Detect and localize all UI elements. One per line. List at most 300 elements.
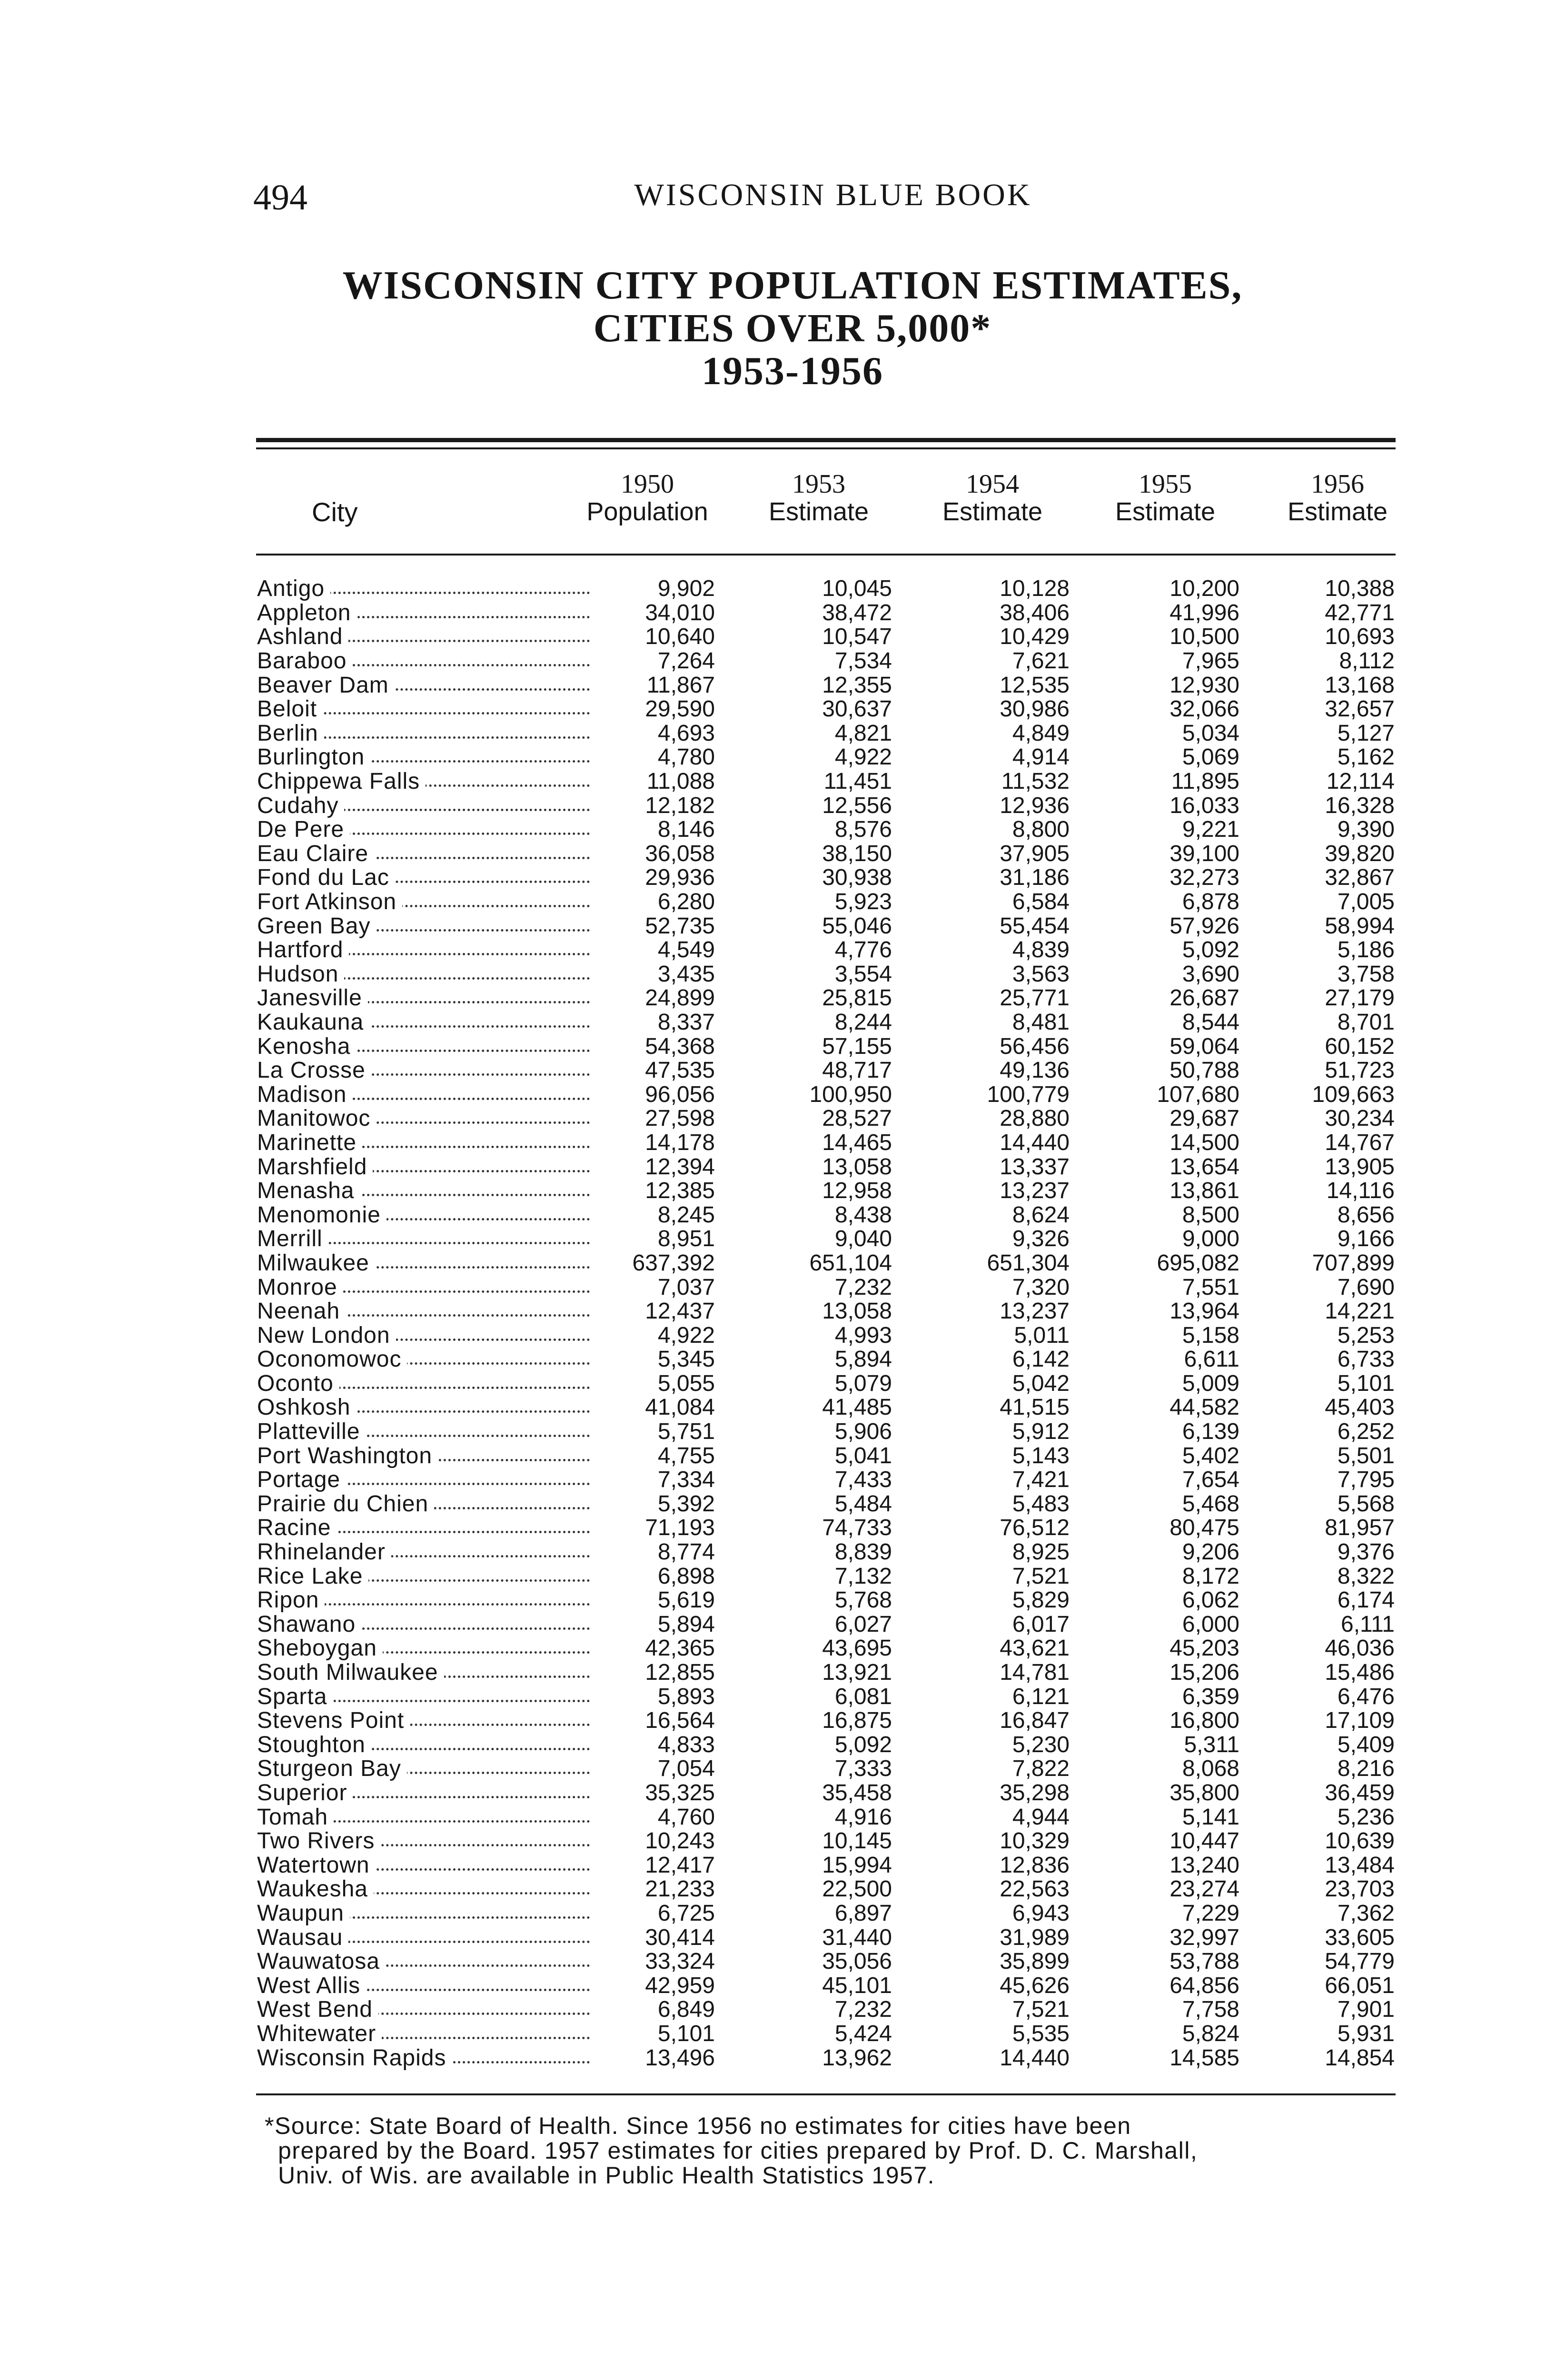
population-value: 7,362 — [1337, 1901, 1395, 1926]
population-value: 8,112 — [1339, 649, 1395, 674]
population-value: 7,521 — [1012, 1998, 1070, 2022]
population-value: 10,640 — [645, 625, 715, 649]
city-name: Madison — [257, 1083, 352, 1107]
population-value: 3,690 — [1182, 962, 1239, 987]
population-value: 96,056 — [645, 1082, 715, 1107]
city-name: Ashland — [257, 625, 348, 649]
header-rule — [256, 554, 1396, 555]
population-value: 13,058 — [822, 1155, 892, 1179]
title-line-3: 1953-1956 — [702, 349, 883, 393]
page-title — [238, 264, 1347, 393]
city-name: Fond du Lac — [257, 866, 395, 890]
population-value: 27,179 — [1325, 986, 1395, 1011]
population-value: 7,551 — [1182, 1275, 1239, 1299]
population-value: 8,576 — [834, 817, 892, 842]
city-name: Manitowoc — [257, 1107, 376, 1130]
city-name: Watertown — [257, 1854, 376, 1877]
population-value: 5,042 — [1012, 1371, 1070, 1396]
city-name: Stoughton — [257, 1733, 371, 1757]
population-value: 651,304 — [987, 1251, 1070, 1276]
table-row — [257, 577, 1395, 601]
table-row — [257, 890, 1395, 914]
population-value: 45,203 — [1169, 1636, 1239, 1661]
city-name: Marshfield — [257, 1155, 373, 1179]
population-value: 10,639 — [1325, 1829, 1395, 1854]
population-value: 39,820 — [1325, 842, 1395, 866]
population-value: 13,337 — [1000, 1155, 1070, 1179]
population-value: 80,475 — [1169, 1516, 1239, 1540]
population-value: 32,867 — [1325, 866, 1395, 890]
population-value: 10,447 — [1169, 1829, 1239, 1854]
population-value: 6,121 — [1012, 1685, 1070, 1709]
city-name: Wauwatosa — [257, 1950, 386, 1973]
population-value: 12,936 — [1000, 793, 1070, 818]
table-row — [257, 1564, 1395, 1588]
population-value: 14,440 — [1000, 1130, 1070, 1155]
city-cell — [257, 649, 593, 674]
population-value: 5,893 — [657, 1685, 715, 1709]
population-value: 707,899 — [1312, 1251, 1395, 1276]
population-value: 4,780 — [657, 745, 715, 770]
population-value: 6,849 — [657, 1998, 715, 2022]
table-row — [257, 1998, 1395, 2022]
population-value: 57,926 — [1169, 914, 1239, 938]
population-value: 39,100 — [1169, 842, 1239, 866]
population-value: 44,582 — [1169, 1396, 1239, 1420]
table-row — [257, 673, 1395, 697]
population-value: 6,359 — [1182, 1685, 1239, 1709]
city-name: West Bend — [257, 1998, 378, 2022]
city-name: Appleton — [257, 601, 357, 625]
population-value: 7,654 — [1182, 1468, 1239, 1492]
city-name: Oconomowoc — [257, 1348, 407, 1371]
population-value: 5,894 — [834, 1348, 892, 1372]
city-cell — [257, 793, 593, 818]
population-value: 15,486 — [1325, 1660, 1395, 1685]
city-name: Berlin — [257, 722, 324, 745]
population-value: 12,394 — [645, 1155, 715, 1179]
population-value: 5,009 — [1182, 1371, 1239, 1396]
population-value: 5,092 — [1182, 938, 1239, 962]
table-row — [257, 938, 1395, 962]
population-value: 5,143 — [1012, 1444, 1070, 1468]
column-header-label: Estimate — [942, 497, 1043, 526]
population-value: 651,104 — [809, 1251, 892, 1276]
population-value: 16,800 — [1169, 1708, 1239, 1733]
population-value: 14,221 — [1325, 1299, 1395, 1324]
population-value: 5,409 — [1337, 1733, 1395, 1757]
population-value: 32,273 — [1169, 866, 1239, 890]
population-value: 33,605 — [1325, 1925, 1395, 1950]
population-value: 13,905 — [1325, 1155, 1395, 1179]
city-cell — [257, 1661, 593, 1685]
population-value: 8,774 — [657, 1540, 715, 1565]
population-value: 4,839 — [1012, 938, 1070, 962]
table-row — [257, 1179, 1395, 1203]
population-value: 76,512 — [1000, 1516, 1070, 1540]
population-value: 5,568 — [1337, 1492, 1395, 1517]
table-row — [257, 1299, 1395, 1324]
population-value: 45,403 — [1325, 1396, 1395, 1420]
population-value: 6,000 — [1182, 1612, 1239, 1637]
population-value: 5,127 — [1337, 721, 1395, 746]
population-value: 16,847 — [1000, 1708, 1070, 1733]
population-value: 8,656 — [1337, 1203, 1395, 1228]
population-value: 8,925 — [1012, 1540, 1070, 1565]
table-row — [257, 1492, 1395, 1517]
table-row — [257, 1661, 1395, 1685]
column-header-label: Estimate — [1287, 497, 1388, 526]
population-value: 5,535 — [1012, 2022, 1070, 2046]
footnote — [265, 2113, 1407, 2188]
population-value: 14,440 — [1000, 2046, 1070, 2070]
population-value: 11,451 — [823, 769, 892, 794]
column-header-year: 1950 — [621, 469, 674, 499]
population-value: 49,136 — [1000, 1058, 1070, 1083]
population-value: 17,109 — [1325, 1708, 1395, 1733]
population-value: 22,500 — [822, 1877, 892, 1902]
population-value: 42,771 — [1325, 601, 1395, 625]
population-value: 64,856 — [1169, 1973, 1239, 1998]
city-cell — [257, 962, 593, 987]
city-cell — [257, 1925, 593, 1950]
population-value: 11,088 — [646, 769, 715, 794]
population-value: 7,229 — [1182, 1901, 1239, 1926]
population-table-body — [257, 577, 1395, 2070]
population-value: 13,654 — [1169, 1155, 1239, 1179]
population-value: 6,280 — [657, 890, 715, 914]
city-name: Oshkosh — [257, 1396, 356, 1419]
table-row — [257, 1973, 1395, 1998]
population-value: 35,056 — [822, 1949, 892, 1974]
population-value: 7,232 — [834, 1998, 892, 2022]
table-row — [257, 1323, 1395, 1348]
column-header-1956 — [1266, 470, 1409, 526]
population-value: 8,481 — [1012, 1010, 1070, 1035]
city-name: South Milwaukee — [257, 1661, 444, 1685]
city-cell — [257, 1131, 593, 1155]
population-value: 38,150 — [822, 842, 892, 866]
table-row — [257, 745, 1395, 770]
city-cell — [257, 1636, 593, 1661]
population-value: 14,585 — [1169, 2046, 1239, 2070]
city-cell — [257, 1757, 593, 1781]
population-value: 12,417 — [645, 1853, 715, 1878]
population-value: 41,084 — [645, 1396, 715, 1420]
table-row — [257, 2022, 1395, 2046]
population-value: 5,158 — [1182, 1323, 1239, 1348]
table-row — [257, 1372, 1395, 1396]
population-value: 9,326 — [1012, 1227, 1070, 1251]
population-value: 8,624 — [1012, 1203, 1070, 1228]
population-value: 14,178 — [645, 1130, 715, 1155]
population-value: 4,993 — [834, 1323, 892, 1348]
city-cell — [257, 577, 593, 601]
table-row — [257, 818, 1395, 842]
population-value: 29,687 — [1169, 1107, 1239, 1131]
population-value: 8,244 — [834, 1010, 892, 1035]
population-value: 4,922 — [657, 1323, 715, 1348]
table-row — [257, 649, 1395, 674]
population-value: 42,365 — [645, 1636, 715, 1661]
population-value: 7,822 — [1012, 1757, 1070, 1781]
population-value: 8,544 — [1182, 1010, 1239, 1035]
population-value: 23,703 — [1325, 1877, 1395, 1902]
population-value: 8,500 — [1182, 1203, 1239, 1228]
city-cell — [257, 770, 593, 794]
population-value: 4,821 — [834, 721, 892, 746]
city-cell — [257, 914, 593, 938]
city-name: Menomonie — [257, 1203, 386, 1227]
population-value: 5,186 — [1337, 938, 1395, 962]
population-value: 36,058 — [645, 842, 715, 866]
population-value: 6,027 — [834, 1612, 892, 1637]
population-value: 26,687 — [1169, 986, 1239, 1011]
population-value: 12,385 — [645, 1179, 715, 1203]
table-row — [257, 986, 1395, 1011]
population-value: 56,456 — [1000, 1034, 1070, 1059]
population-value: 5,392 — [657, 1492, 715, 1517]
table-row — [257, 1588, 1395, 1613]
population-value: 11,895 — [1171, 769, 1239, 794]
population-value: 8,146 — [657, 817, 715, 842]
population-value: 8,839 — [834, 1540, 892, 1565]
population-value: 7,534 — [834, 649, 892, 674]
population-value: 8,322 — [1337, 1564, 1395, 1588]
table-row — [257, 722, 1395, 746]
population-value: 5,923 — [834, 890, 892, 914]
population-value: 41,996 — [1169, 601, 1239, 625]
population-value: 36,459 — [1325, 1781, 1395, 1805]
population-value: 5,236 — [1337, 1805, 1395, 1829]
city-name: Janesville — [257, 986, 368, 1010]
city-cell — [257, 2022, 593, 2046]
city-cell — [257, 1011, 593, 1035]
population-value: 29,936 — [645, 866, 715, 890]
population-value: 54,368 — [645, 1034, 715, 1059]
population-value: 45,626 — [1000, 1973, 1070, 1998]
city-cell — [257, 1492, 593, 1517]
table-row — [257, 793, 1395, 818]
population-value: 15,206 — [1169, 1660, 1239, 1685]
city-cell — [257, 842, 593, 866]
city-cell — [257, 1564, 593, 1588]
population-value: 6,733 — [1337, 1348, 1395, 1372]
population-value: 5,311 — [1184, 1733, 1239, 1757]
table-row — [257, 2046, 1395, 2070]
population-value: 6,081 — [834, 1685, 892, 1709]
population-value: 13,484 — [1325, 1853, 1395, 1878]
population-value: 8,216 — [1337, 1757, 1395, 1781]
city-cell — [257, 1733, 593, 1757]
city-name: Beaver Dam — [257, 674, 395, 697]
city-cell — [257, 1203, 593, 1227]
population-value: 41,515 — [1000, 1396, 1070, 1420]
population-value: 4,549 — [657, 938, 715, 962]
population-value: 54,779 — [1325, 1949, 1395, 1974]
city-name: Shawano — [257, 1613, 361, 1636]
top-rule — [256, 438, 1396, 442]
population-value: 5,253 — [1337, 1323, 1395, 1348]
population-value: 7,037 — [657, 1275, 715, 1299]
city-cell — [257, 1781, 593, 1805]
city-name: Cudahy — [257, 794, 344, 818]
population-value: 45,101 — [822, 1973, 892, 1998]
title-line-1: WISCONSIN CITY POPULATION ESTIMATES, — [342, 263, 1243, 307]
population-value: 3,563 — [1012, 962, 1070, 987]
population-value: 9,000 — [1182, 1227, 1239, 1251]
population-value: 41,485 — [822, 1396, 892, 1420]
table-row — [257, 1829, 1395, 1854]
population-value: 31,186 — [1000, 866, 1070, 890]
population-value: 25,815 — [822, 986, 892, 1011]
population-value: 6,111 — [1341, 1612, 1395, 1637]
population-value: 5,484 — [834, 1492, 892, 1517]
city-cell — [257, 1877, 593, 1902]
table-row — [257, 1396, 1395, 1420]
population-value: 38,406 — [1000, 601, 1070, 625]
city-cell — [257, 1420, 593, 1444]
population-value: 43,621 — [1000, 1636, 1070, 1661]
population-value: 50,788 — [1169, 1058, 1239, 1083]
population-value: 6,725 — [657, 1901, 715, 1926]
population-value: 7,005 — [1337, 890, 1395, 914]
population-value: 7,758 — [1182, 1998, 1239, 2022]
city-name: Fort Atkinson — [257, 890, 402, 914]
city-cell — [257, 1107, 593, 1131]
city-name: Monroe — [257, 1276, 343, 1299]
population-value: 4,693 — [657, 721, 715, 746]
table-row — [257, 1034, 1395, 1059]
city-cell — [257, 1444, 593, 1468]
population-value: 6,898 — [657, 1564, 715, 1588]
population-value: 4,760 — [657, 1805, 715, 1829]
population-value: 4,755 — [657, 1444, 715, 1468]
table-row — [257, 1805, 1395, 1829]
city-cell — [257, 1034, 593, 1059]
column-header-1950 — [571, 470, 723, 526]
city-cell — [257, 1468, 593, 1492]
population-value: 4,849 — [1012, 721, 1070, 746]
population-value: 12,836 — [1000, 1853, 1070, 1878]
population-value: 8,337 — [657, 1010, 715, 1035]
column-header-year: 1955 — [1139, 469, 1192, 499]
population-value: 31,989 — [1000, 1925, 1070, 1950]
city-cell — [257, 1251, 593, 1276]
city-cell — [257, 1299, 593, 1324]
table-row — [257, 962, 1395, 987]
population-value: 11,867 — [646, 673, 715, 697]
table-row — [257, 1011, 1395, 1035]
table-row — [257, 1251, 1395, 1276]
table-row — [257, 770, 1395, 794]
city-cell — [257, 1348, 593, 1372]
population-value: 29,590 — [645, 697, 715, 722]
city-name: Whitewater — [257, 2022, 382, 2046]
population-value: 74,733 — [822, 1516, 892, 1540]
table-row — [257, 1613, 1395, 1637]
population-value: 12,535 — [1000, 673, 1070, 697]
city-name: Wausau — [257, 1926, 348, 1950]
population-value: 59,064 — [1169, 1034, 1239, 1059]
city-cell — [257, 818, 593, 842]
population-value: 52,735 — [645, 914, 715, 938]
population-value: 10,045 — [822, 577, 892, 601]
table-row — [257, 1227, 1395, 1251]
population-value: 4,944 — [1012, 1805, 1070, 1829]
population-value: 5,906 — [834, 1419, 892, 1444]
city-name: Kaukauna — [257, 1011, 369, 1034]
table-row — [257, 1420, 1395, 1444]
population-value: 5,468 — [1182, 1492, 1239, 1517]
population-value: 10,500 — [1169, 625, 1239, 649]
population-value: 5,345 — [657, 1348, 715, 1372]
city-cell — [257, 1829, 593, 1854]
city-name: Platteville — [257, 1420, 366, 1444]
city-name: Two Rivers — [257, 1829, 380, 1853]
population-value: 9,206 — [1182, 1540, 1239, 1565]
population-value: 12,958 — [822, 1179, 892, 1203]
table-row — [257, 866, 1395, 890]
city-name: La Crosse — [257, 1059, 371, 1082]
city-cell — [257, 1372, 593, 1396]
table-row — [257, 1781, 1395, 1805]
column-header-1954 — [921, 470, 1064, 526]
city-cell — [257, 866, 593, 890]
city-name: Wisconsin Rapids — [257, 2046, 452, 2070]
city-cell — [257, 601, 593, 625]
table-row — [257, 1516, 1395, 1540]
population-value: 10,388 — [1325, 577, 1395, 601]
population-value: 55,046 — [822, 914, 892, 938]
population-value: 5,768 — [834, 1588, 892, 1613]
city-cell — [257, 1155, 593, 1179]
city-name: Neenah — [257, 1299, 346, 1323]
population-value: 10,145 — [822, 1829, 892, 1854]
city-name: Green Bay — [257, 914, 376, 938]
table-row — [257, 1059, 1395, 1083]
population-value: 5,069 — [1182, 745, 1239, 770]
city-name: Rice Lake — [257, 1565, 368, 1588]
table-row — [257, 1877, 1395, 1902]
table-row — [257, 1540, 1395, 1565]
city-cell — [257, 1323, 593, 1348]
population-value: 14,767 — [1325, 1130, 1395, 1155]
population-value: 7,334 — [657, 1468, 715, 1492]
population-value: 47,535 — [645, 1058, 715, 1083]
table-row — [257, 1925, 1395, 1950]
population-value: 30,637 — [822, 697, 892, 722]
table-row — [257, 914, 1395, 938]
city-cell — [257, 1275, 593, 1299]
population-value: 7,232 — [834, 1275, 892, 1299]
population-value: 5,079 — [834, 1371, 892, 1396]
city-cell — [257, 697, 593, 722]
table-row — [257, 1203, 1395, 1227]
population-value: 12,355 — [822, 673, 892, 697]
population-value: 32,997 — [1169, 1925, 1239, 1950]
city-cell — [257, 1179, 593, 1203]
population-value: 30,986 — [1000, 697, 1070, 722]
population-value: 5,931 — [1337, 2022, 1395, 2046]
table-row — [257, 697, 1395, 722]
city-name: Stevens Point — [257, 1709, 410, 1733]
population-value: 5,092 — [834, 1733, 892, 1757]
population-value: 9,390 — [1337, 817, 1395, 842]
table-row — [257, 625, 1395, 649]
table-row — [257, 1950, 1395, 1974]
population-value: 5,101 — [657, 2022, 715, 2046]
